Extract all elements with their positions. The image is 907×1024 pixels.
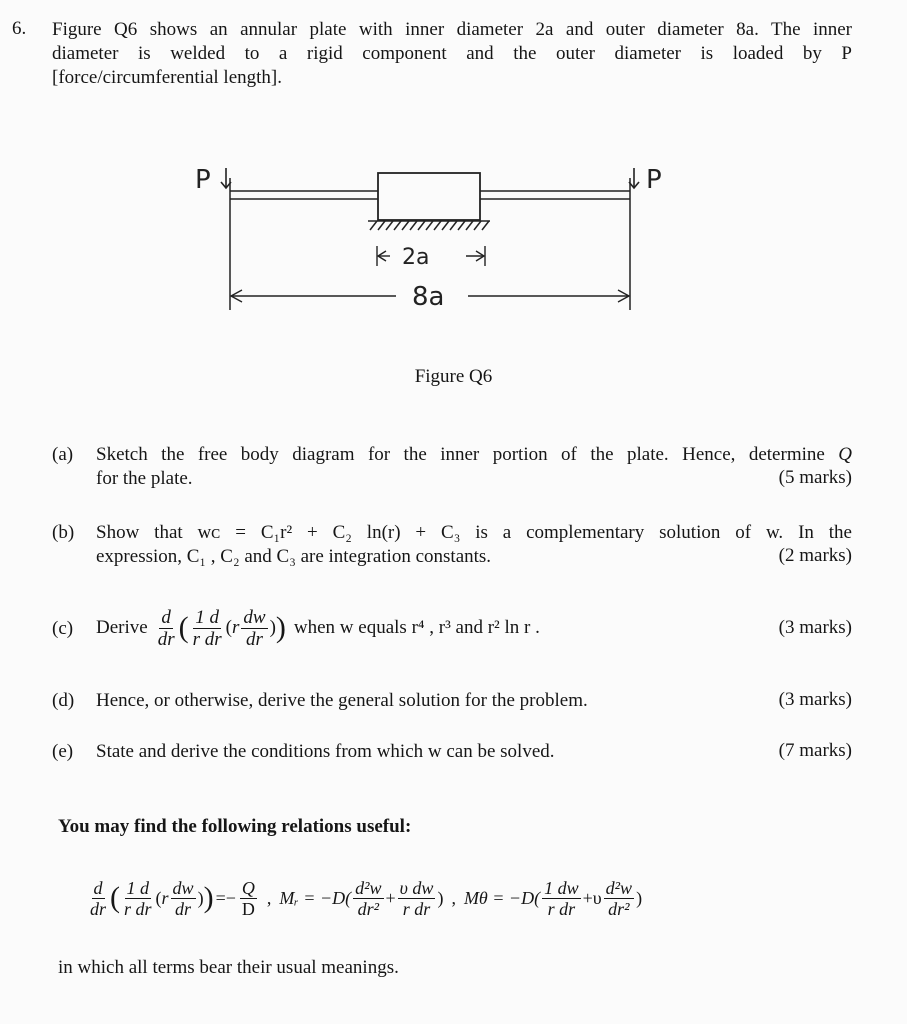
- part-a-label: (a): [52, 444, 74, 465]
- eq3-1-r-dw-dr: $\frac{1 dw}{\text{r dr}}$: [544, 877, 579, 919]
- eq2-d2w-dr2: $\frac{\text{d²w}}{\text{dr²}}$: [355, 877, 382, 919]
- part-c-derive: Derive: [96, 617, 148, 638]
- eq3-mtheta-label: Mθ = −D(: [463, 888, 541, 908]
- intro-line-1: Figure Q6 shows an annular plate with inner diameter 2a and outer diameter 8a. The inner: [52, 19, 852, 40]
- annular-plate-figure: [190, 150, 690, 320]
- eq1-1-r-d-dr: $\frac{1 d}{\text{r dr}}$: [124, 877, 152, 919]
- eq1-dw-dr: $\frac{dw}{dr}$: [172, 877, 194, 919]
- part-a-line-1-text: Sketch the free body diagram for the inner portion of the plate. Hence, determine: [96, 444, 825, 465]
- part-e-marks: (7 marks): [778, 740, 852, 761]
- inner-dimension-arrows: [377, 246, 485, 266]
- question-intro: [52, 18, 852, 90]
- part-d-label: (d): [52, 690, 75, 711]
- plate-left: [230, 191, 378, 199]
- part-c-operator-dw-dr: $\frac{dw}{dr}$: [243, 606, 266, 650]
- part-a-line-1: [96, 443, 852, 467]
- part-a-variable: Q: [838, 444, 852, 465]
- figure-caption: Figure Q6: [414, 366, 493, 387]
- part-b-line-1: Show that wᴄ = C₁r² + C₂ ln(r) + C₃ is a complementary solution of w. In the: [96, 522, 852, 543]
- part-c-operator-d-dr: $\frac{d}{dr}$: [157, 606, 175, 650]
- question-number: 6.: [12, 18, 27, 39]
- part-b-label: (b): [52, 522, 75, 543]
- load-label-left: P: [195, 165, 211, 195]
- part-c-operator-1-r-d-dr: $\frac{1 d}{\text{r dr}}$: [192, 606, 222, 650]
- inner-dimension-label: 2a: [402, 245, 430, 270]
- part-c-text: Derive $\frac{d}{dr}$ ( $\frac{1 d}{\text{r dr}}$ ( r $\frac{dw}{dr}$ ) ) when w equals r⁴ , r³ and r² ln r .: [96, 606, 540, 650]
- part-c-tail: when w equals r⁴ , r³ and r² ln r .: [293, 617, 540, 638]
- part-e-label: (e): [52, 741, 74, 762]
- eq1-q-over-d: $\frac{Q}{D}$: [241, 877, 255, 919]
- eq2-mr-label: Mᵣ = −D(: [279, 888, 352, 908]
- relations-equations: $\frac{d}{dr}$ ( $\frac{1 d}{\text{r dr}}$ ( r $\frac{dw}{dr}$ ) ) =− $\frac{Q}{D}$ , Mᵣ = −D( $\frac{\text{d²w}}{\text{dr²}}$ + $\frac{\text{υ dw}}{\text{r dr}}$ ) , Mθ = −D( $\frac{1 dw}{\text{r dr}}$ +υ $\frac{\text{d²w}}{\text{dr²}}$ ): [90, 877, 643, 919]
- part-a-text: [96, 443, 852, 491]
- part-d-marks: (3 marks): [778, 689, 852, 710]
- part-b-text: [96, 521, 852, 569]
- eq1-d-dr: $\frac{d}{dr}$: [90, 877, 107, 919]
- part-c-label: (c): [52, 618, 74, 639]
- part-c-marks: (3 marks): [778, 617, 852, 638]
- fixed-support-hatch: [368, 221, 490, 230]
- intro-line-2: diameter is welded to a rigid component and the outer diameter is loaded by P: [52, 43, 852, 64]
- eq2-v-r-dw-dr: $\frac{\text{υ dw}}{\text{r dr}}$: [399, 877, 434, 919]
- part-b-marks: (2 marks): [778, 545, 852, 566]
- part-b-line-2: expression, C₁ , C₂ and C₃ are integration constants.: [96, 546, 492, 567]
- plate-right: [480, 191, 630, 199]
- part-e-text: State and derive the conditions from which w can be solved.: [96, 741, 555, 762]
- eq3-d2w-dr2: $\frac{\text{d²w}}{\text{dr²}}$: [605, 877, 633, 919]
- part-a-line-2: for the plate.: [96, 468, 193, 489]
- part-d-text: Hence, or otherwise, derive the general solution for the problem.: [96, 690, 588, 711]
- load-label-right: P: [646, 165, 662, 195]
- intro-line-3: [force/circumferential length].: [52, 67, 282, 88]
- part-a-marks: (5 marks): [778, 467, 852, 488]
- outer-dimension-label: 8a: [412, 282, 445, 312]
- rigid-component: [378, 173, 480, 220]
- relations-footnote: in which all terms bear their usual meanings.: [58, 957, 399, 978]
- relations-heading: You may find the following relations useful:: [58, 816, 412, 837]
